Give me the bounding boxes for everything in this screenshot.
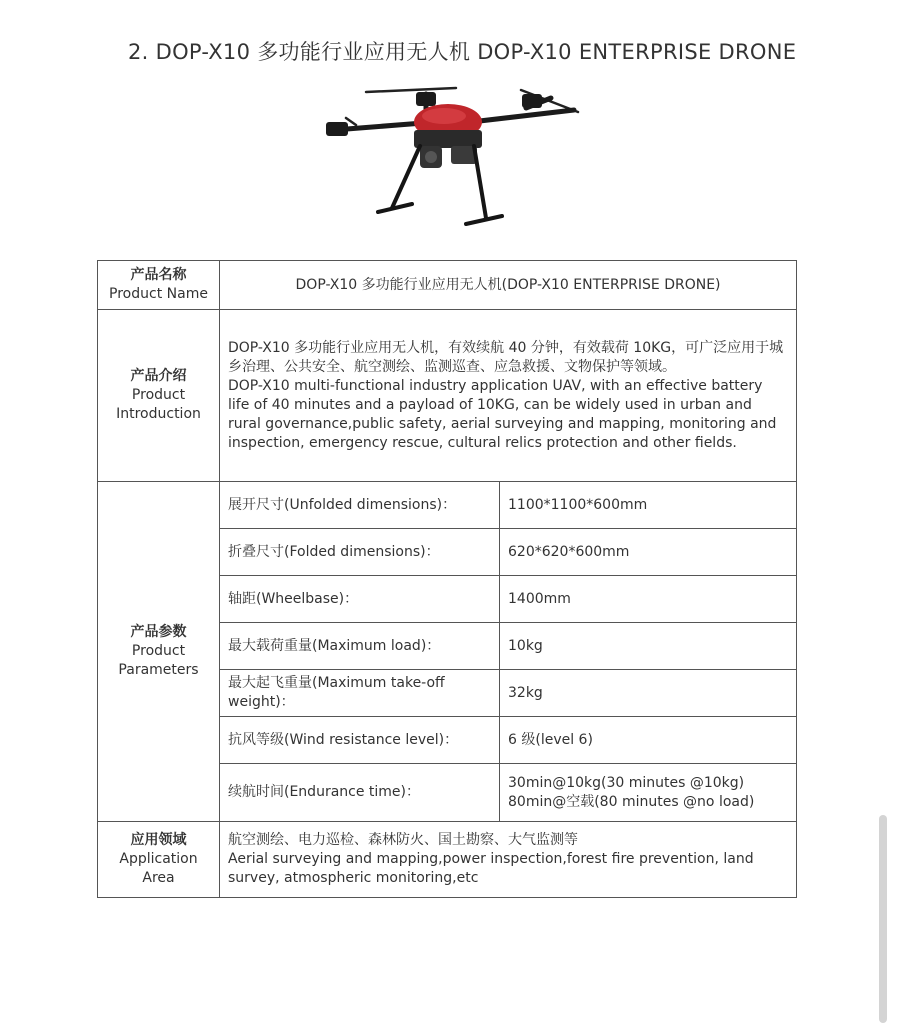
application-area-en: Aerial surveying and mapping,power inspection,forest fire prevention, land survey, atmospheric monitoring,etc [228, 851, 754, 886]
param-value: 32kg [500, 670, 797, 717]
param-value-line-2: 80min@空载(80 minutes @no load) [508, 793, 755, 810]
param-label: 展开尺寸(Unfolded dimensions)： [220, 482, 500, 529]
param-value: 620*620*600mm [500, 529, 797, 576]
header-application-area [98, 822, 220, 898]
param-value: 1100*1100*600mm [500, 482, 797, 529]
header-product-intro [98, 310, 220, 482]
header-product-name-en: Product Name [109, 286, 208, 302]
param-value: 6 级(level 6) [500, 717, 797, 764]
row-application-area [98, 822, 797, 898]
param-label: 最大起飞重量(Maximum take-off weight)： [220, 670, 500, 717]
header-product-name [98, 261, 220, 310]
product-intro-text [220, 310, 797, 482]
header-product-params [98, 482, 220, 822]
header-product-name-zh: 产品名称 [130, 267, 187, 283]
header-application-area-en-1: Application [119, 851, 198, 867]
product-name-value: DOP-X10 多功能行业应用无人机(DOP-X10 ENTERPRISE DRONE) [220, 261, 797, 310]
document-title: 2. DOP-X10 多功能行业应用无人机 DOP-X10 ENTERPRISE DRONE [128, 40, 797, 64]
header-product-params-en-2: Parameters [118, 662, 199, 678]
row-product-name [98, 261, 797, 310]
application-area-zh: 航空测绘、电力巡检、森林防火、国土勘察、大气监测等 [228, 832, 578, 848]
header-product-intro-zh: 产品介绍 [130, 368, 187, 384]
header-product-params-en-1: Product [131, 643, 186, 659]
param-label: 轴距(Wheelbase)： [220, 576, 500, 623]
param-label: 折叠尺寸(Folded dimensions)： [220, 529, 500, 576]
param-value-line-1: 30min@10kg(30 minutes @10kg) [508, 774, 745, 791]
param-label: 续航时间(Endurance time)： [220, 764, 500, 822]
product-intro-en: DOP-X10 multi-functional industry application UAV, with an effective battery life of 40 minutes and a payload of 10KG, can be widely used in urban and rural governance,public safety, aerial surveying and mapping, monitoring and inspection, emergency rescue, cultural relics protection and other fields. [228, 377, 777, 451]
product-intro-zh: DOP-X10 多功能行业应用无人机，有效续航 40 分钟，有效载荷 10KG，可广泛应用于城乡治理、公共安全、航空测绘、监测巡查、应急救援、文物保护等领域。 [228, 339, 784, 375]
param-label: 抗风等级(Wind resistance level)： [220, 717, 500, 764]
row-product-intro [98, 310, 797, 482]
param-row [98, 482, 797, 529]
application-area-text [220, 822, 797, 898]
param-value: 10kg [500, 623, 797, 670]
header-application-area-zh: 应用领域 [130, 832, 187, 848]
header-product-intro-en-2: Introduction [116, 406, 201, 422]
header-product-params-zh: 产品参数 [130, 624, 187, 640]
drone-illustration [316, 80, 586, 245]
param-value: 1400mm [500, 576, 797, 623]
header-application-area-en-2: Area [142, 870, 175, 886]
param-label: 最大载荷重量(Maximum load)： [220, 623, 500, 670]
param-value [500, 764, 797, 822]
header-product-intro-en-1: Product [131, 387, 186, 403]
scrollbar-thumb[interactable] [879, 815, 887, 1023]
spec-table [97, 260, 797, 898]
